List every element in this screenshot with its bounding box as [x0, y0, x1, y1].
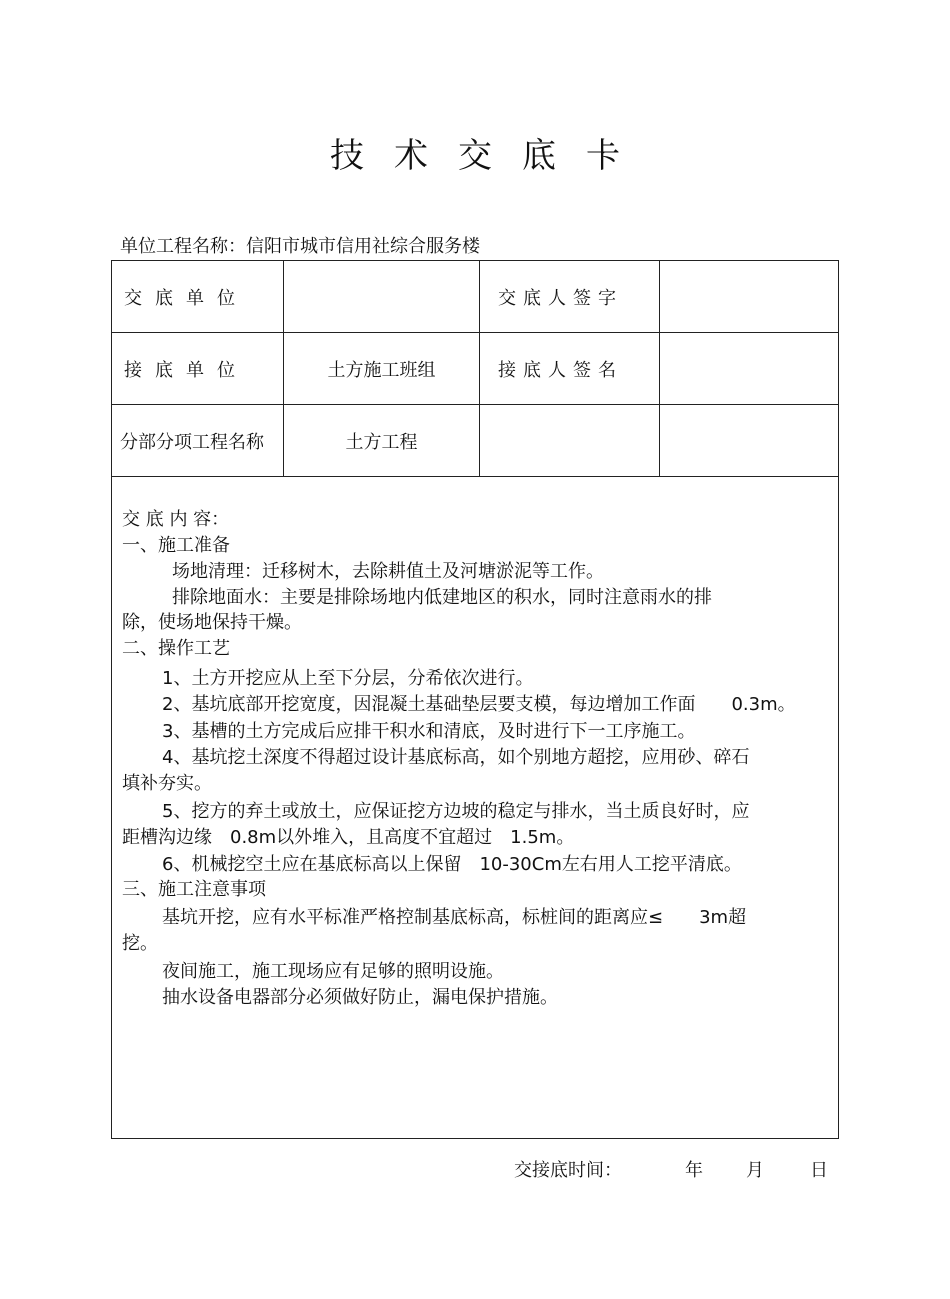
content-line: 夜间施工，施工现场应有足够的照明设施。 [162, 961, 504, 982]
content-line: 3、基槽的土方完成后应排干积水和清底，及时进行下一工序施工。 [162, 721, 696, 742]
content-heading: 交 底 内 容： [122, 509, 230, 530]
month-label: 月 [746, 1160, 764, 1181]
content-line: 一、施工准备 [122, 535, 230, 556]
content-line: 挖。 [122, 933, 158, 954]
table-row [112, 405, 839, 477]
content-row [112, 477, 839, 1139]
content-line: 基坑开挖，应有水平标准严格控制基底标高，标桩间的距离应≤ 3m超 [162, 907, 747, 928]
receiving-unit-label: 接底单位 [112, 333, 284, 405]
disclosure-card-table [111, 260, 839, 1139]
content-line: 1、土方开挖应从上至下分层，分希依次进行。 [162, 668, 534, 689]
discloser-signature-value [660, 261, 839, 333]
content-cell [112, 477, 839, 1139]
content-line: 排除地面水：主要是排除场地内低建地区的积水，同时注意雨水的排 [172, 587, 712, 608]
content-line: 三、施工注意事项 [122, 879, 266, 900]
receiver-signature-label: 接底人签名 [480, 333, 660, 405]
receiving-unit-value: 土方施工班组 [284, 333, 480, 405]
project-name-line: 单位工程名称：信阳市城市信用社综合服务楼 [120, 236, 480, 257]
day-label: 日 [810, 1160, 828, 1181]
empty-cell [660, 405, 839, 477]
content-line: 除，使场地保持干燥。 [122, 612, 302, 633]
document-title: 技术交底卡 [330, 136, 650, 176]
empty-cell [480, 405, 660, 477]
table-row [112, 333, 839, 405]
subproject-name-label: 分部分项工程名称 [112, 405, 284, 477]
content-line: 场地清理：迁移树木，去除耕值土及河塘淤泥等工作。 [172, 561, 604, 582]
disclosure-content [112, 477, 838, 1138]
disclosing-unit-value [284, 261, 480, 333]
disclosing-unit-label: 交底单位 [112, 261, 284, 333]
content-line: 抽水设备电器部分必须做好防止，漏电保护措施。 [162, 987, 558, 1008]
discloser-signature-label: 交底人签字 [480, 261, 660, 333]
content-line: 5、挖方的弃土或放土，应保证挖方边坡的稳定与排水，当土质良好时，应 [162, 801, 750, 822]
content-line: 4、基坑挖土深度不得超过设计基底标高，如个别地方超挖，应用砂、碎石 [162, 747, 750, 768]
table-row [112, 261, 839, 333]
content-line: 2、基坑底部开挖宽度，因混凝土基础垫层要支模，每边增加工作面 0.3m。 [162, 694, 796, 715]
content-line: 填补夯实。 [122, 773, 212, 794]
receiver-signature-value [660, 333, 839, 405]
content-line: 6、机械挖空土应在基底标高以上保留 10-30Cm左右用人工挖平清底。 [162, 854, 742, 875]
year-label: 年 [685, 1160, 703, 1181]
subproject-name-value: 土方工程 [284, 405, 480, 477]
content-line: 距槽沟边缘 0.8m以外堆入，且高度不宜超过 1.5m。 [122, 827, 575, 848]
content-line: 二、操作工艺 [122, 638, 230, 659]
handover-time-label: 交接底时间： [514, 1160, 622, 1181]
